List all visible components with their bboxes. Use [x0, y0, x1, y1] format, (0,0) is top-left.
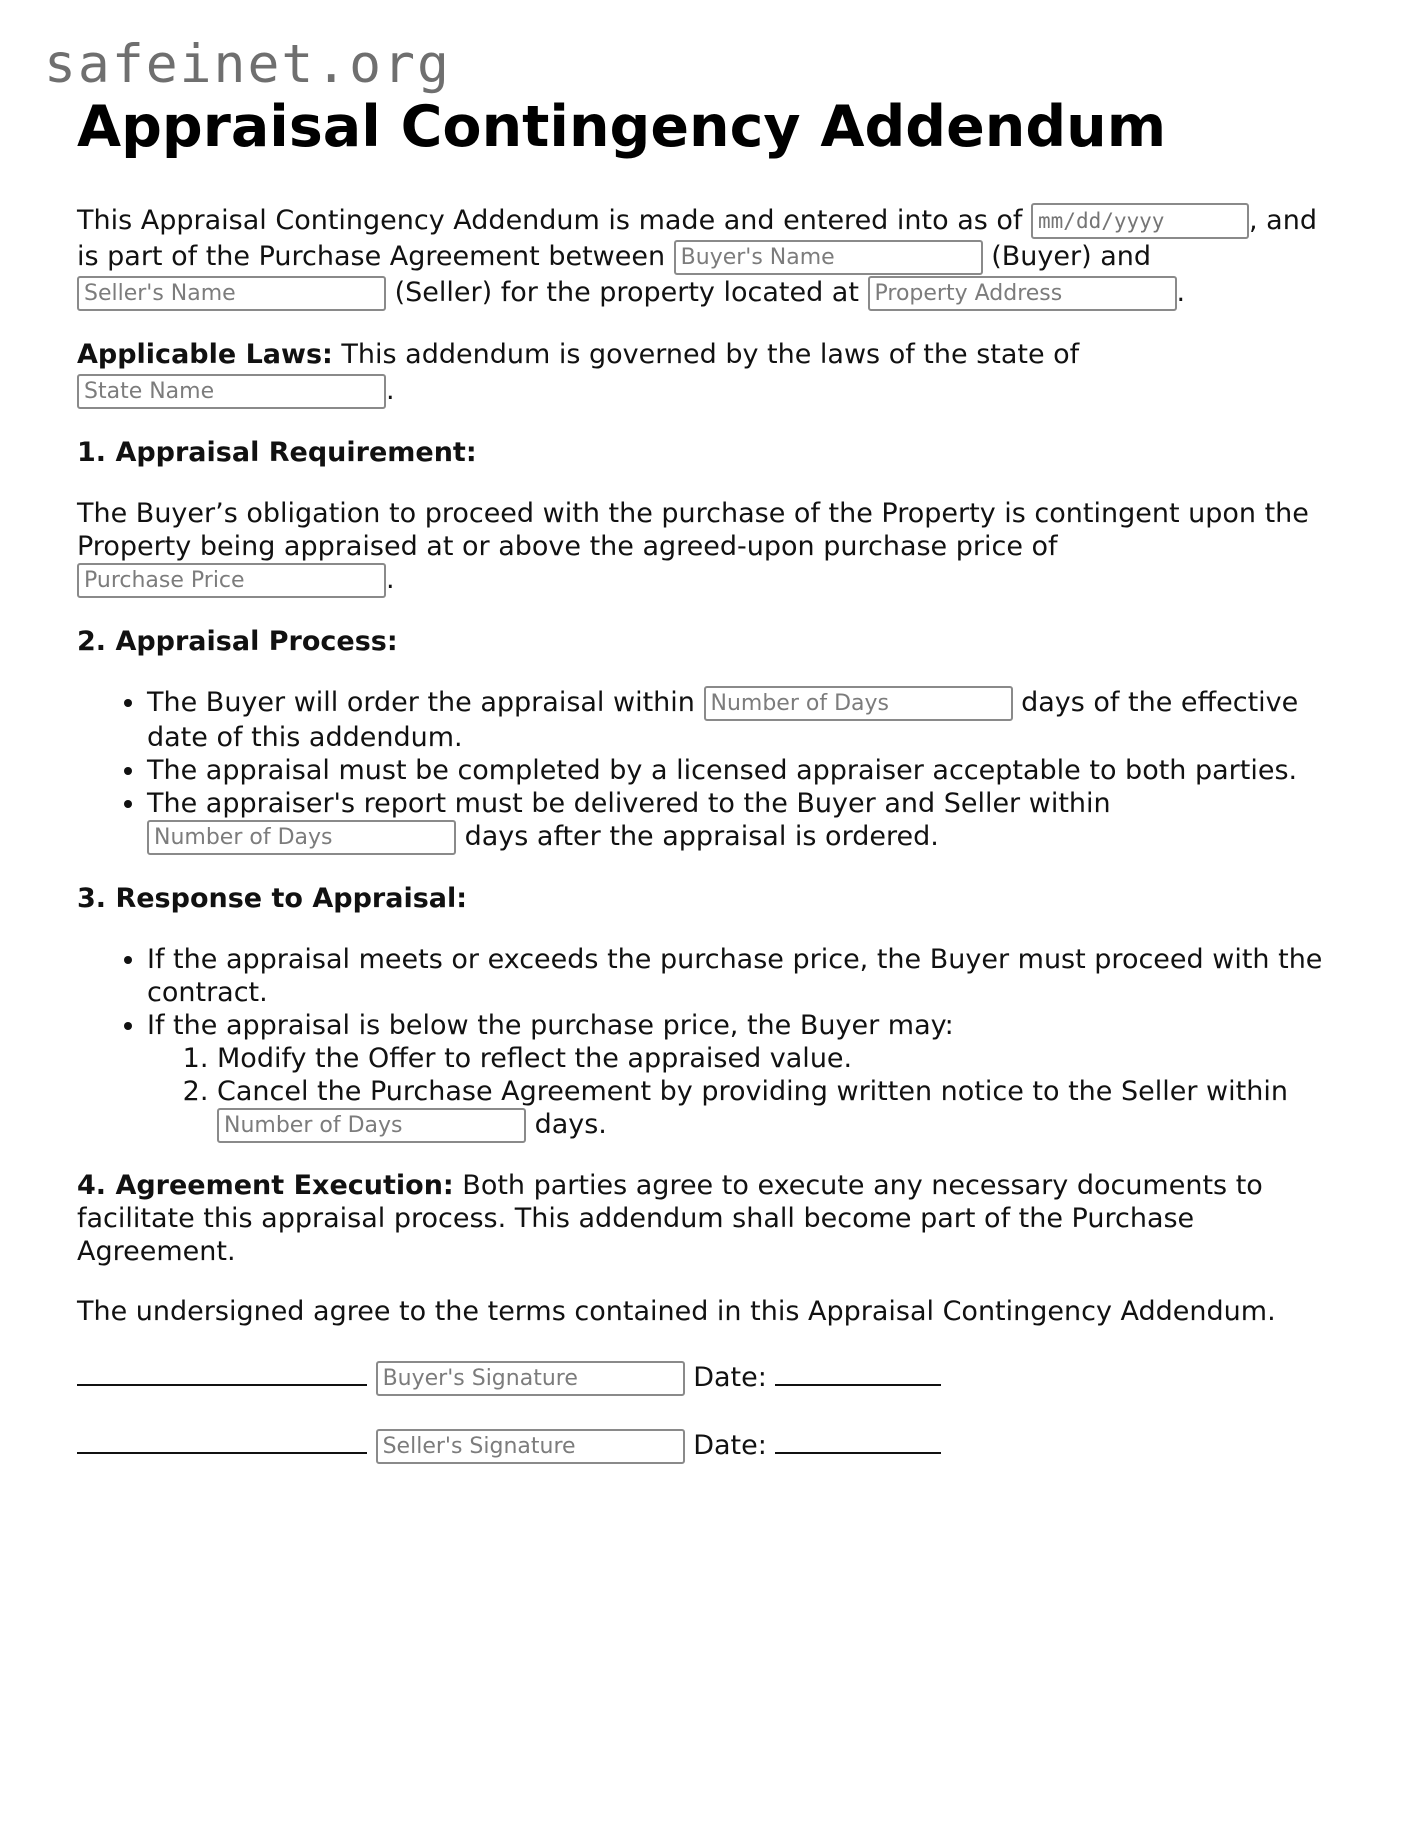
applicable-laws-label: Applicable Laws:	[77, 339, 333, 371]
cancel-days-input[interactable]	[217, 1108, 526, 1143]
list-item: • If the appraisal meets or exceeds the purchase price, the Buyer must proceed with the contract.	[147, 943, 1347, 1009]
seller-signature-input[interactable]	[376, 1429, 685, 1464]
section-1-title: 1. Appraisal Requirement:	[77, 437, 477, 469]
list-item	[147, 787, 1347, 855]
list-item-text: The appraiser's report must be delivered to the Buyer and Seller within	[147, 788, 1111, 820]
watermark: safeinet.org	[44, 34, 451, 95]
seller-name-input[interactable]	[77, 276, 386, 311]
effective-date-input[interactable]	[1031, 203, 1249, 239]
seller-signature-row	[77, 1424, 1347, 1464]
applicable-laws-paragraph	[77, 337, 1347, 409]
intro-paragraph	[77, 203, 1347, 312]
report-days-input[interactable]	[147, 820, 456, 855]
appraisal-process-list	[77, 686, 1347, 855]
list-item-text: days.	[526, 1109, 607, 1141]
date-label: Date:	[693, 1362, 767, 1394]
intro-text: (Seller) for the property located at	[386, 277, 868, 309]
closing-statement: The undersigned agree to the terms contained in this Appraisal Contingency Addendum.	[77, 1296, 1276, 1328]
section-4-paragraph	[77, 1169, 1347, 1268]
applicable-laws-text: This addendum is governed by the laws of the state of	[332, 339, 1080, 371]
date-label: Date:	[693, 1430, 767, 1462]
section-1-end: .	[386, 564, 395, 596]
intro-text: (Buyer) and	[982, 241, 1152, 273]
purchase-price-input[interactable]	[77, 563, 386, 598]
page-title: Appraisal Contingency Addendum	[77, 94, 1167, 160]
list-item: • The appraisal must be completed by a licensed appraiser acceptable to both parties.	[147, 754, 1347, 787]
order-days-input[interactable]	[704, 686, 1013, 721]
buyer-name-input[interactable]	[674, 240, 983, 275]
section-1-text: The Buyer’s obligation to proceed with the purchase of the Property is contingent upon the Property being appraised at or above the agreed-upon purchase price of	[77, 498, 1309, 563]
property-address-input[interactable]	[868, 276, 1177, 311]
date-line	[775, 1356, 941, 1386]
response-list	[77, 943, 1347, 1143]
intro-text: , and is part of the Purchase Agreement between	[77, 204, 1317, 273]
signature-line	[77, 1356, 367, 1386]
list-item-text: days after the appraisal is ordered.	[456, 821, 939, 853]
list-item-text: days of the effective date of this addendum.	[147, 687, 1299, 754]
list-item-text: If the appraisal is below the purchase price, the Buyer may:	[147, 1010, 954, 1042]
buyer-signature-input[interactable]	[376, 1361, 685, 1396]
section-2-title: 2. Appraisal Process:	[77, 626, 398, 658]
intro-text: .	[1176, 277, 1186, 309]
buyer-signature-row	[77, 1356, 1347, 1396]
list-item-text: Cancel the Purchase Agreement by providing written notice to the Seller within	[217, 1076, 1288, 1108]
intro-text: This Appraisal Contingency Addendum is made and entered into as of	[77, 204, 1032, 236]
date-line	[775, 1424, 941, 1454]
section-3-title: 3. Response to Appraisal:	[77, 883, 468, 915]
section-4-text: Both parties agree to execute any necessary documents to facilitate this appraisal process. This addendum shall become part of the Purchase Agreement.	[77, 1170, 1263, 1268]
section-1-paragraph	[77, 497, 1347, 598]
state-name-input[interactable]	[77, 374, 386, 409]
applicable-laws-end: .	[386, 375, 395, 407]
list-item	[147, 686, 1347, 754]
section-4-label: 4. Agreement Execution:	[77, 1170, 454, 1202]
list-item	[217, 1075, 1347, 1143]
buyer-options-list	[147, 1042, 1347, 1143]
list-item-text: The Buyer will order the appraisal within	[147, 687, 704, 719]
addendum-document	[77, 96, 1347, 1492]
list-item: 1. Modify the Offer to reflect the appraised value.	[217, 1042, 1347, 1075]
list-item	[147, 1009, 1347, 1143]
signature-line	[77, 1424, 367, 1454]
